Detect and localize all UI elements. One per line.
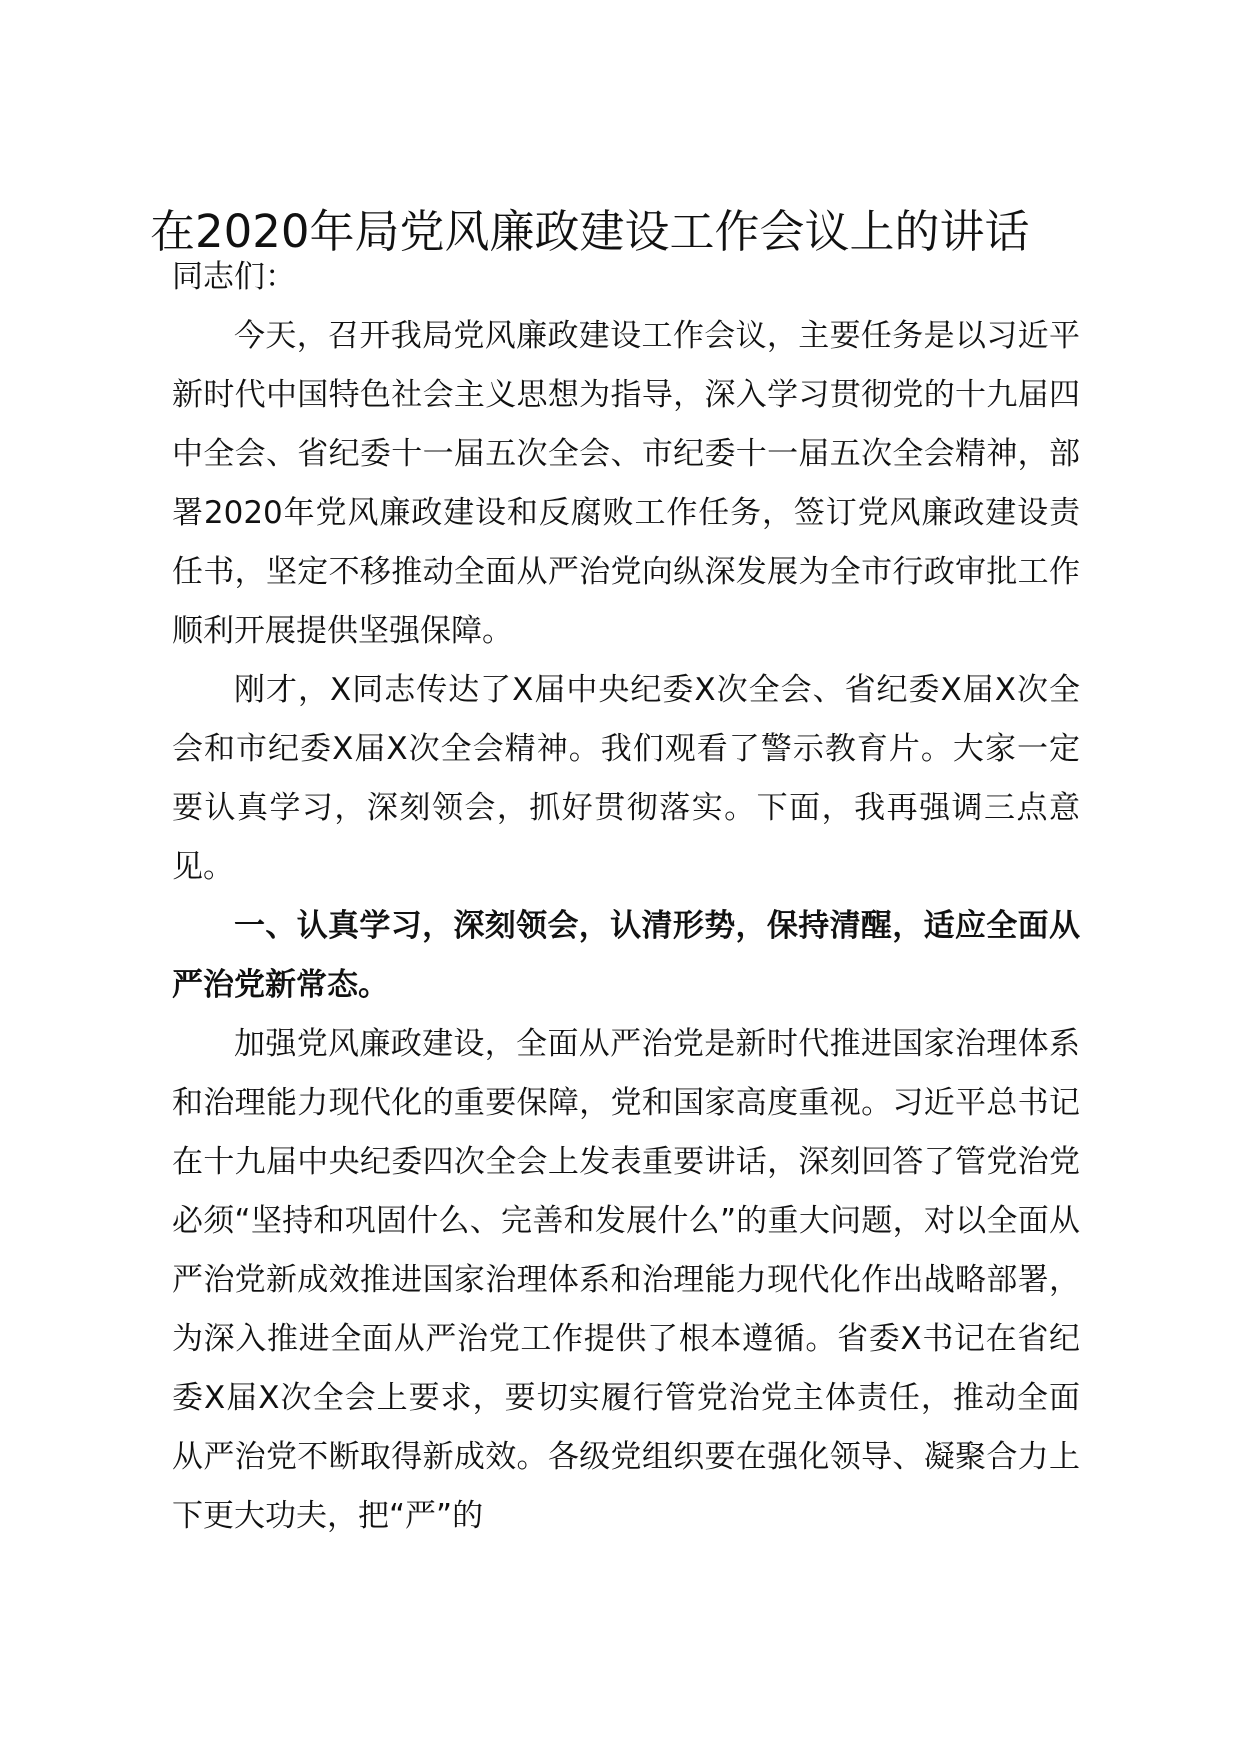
paragraph-section-1: 加强党风廉政建设，全面从严治党是新时代推进国家治理体系和治理能力现代化的重要保障，党和国家高度重视。习近平总书记在十九届中央纪委四次全会上发表重要讲话，深刻回答了管党治党必须“坚持和巩固什么、完善和发展什么”的重大问题，对以全面从严治党新成效推进国家治理体系和治理能力现代化作出战略部署，为深入推进全面从严治党工作提供了根本遵循。省委X书记在省纪委X届X次全会上要求，要切实履行管党治党主体责任，推动全面从严治党不断取得新成效。各级党组织要在强化领导、凝聚合力上下更大功夫，把“严”的 <box>172 1026 1080 1534</box>
paragraph-intro: 今天，召开我局党风廉政建设工作会议，主要任务是以习近平新时代中国特色社会主义思想为指导，深入学习贯彻党的十九届四中全会、省纪委十一届五次全会、市纪委十一届五次全会精神，部署2020年党风廉政建设和反腐败工作任务，签订党风廉政建设责任书，坚定不移推动全面从严治党向纵深发展为全市行政审批工作顺利开展提供坚强保障。 <box>172 318 1080 649</box>
paragraph-review: 刚才，X同志传达了X届中央纪委X次全会、省纪委X届X次全会和市纪委X届X次全会精神。我们观看了警示教育片。大家一定要认真学习，深刻领会，抓好贯彻落实。下面，我再强调三点意见。 <box>172 672 1080 885</box>
greeting: 同志们： <box>172 259 296 295</box>
section-heading-1: 一、认真学习，深刻领会，认清形势，保持清醒，适应全面从严治党新常态。 <box>172 908 1080 1003</box>
document-body <box>172 248 1080 1546</box>
document-title: 在2020年局党风廉政建设工作会议上的讲话 <box>150 205 1030 258</box>
